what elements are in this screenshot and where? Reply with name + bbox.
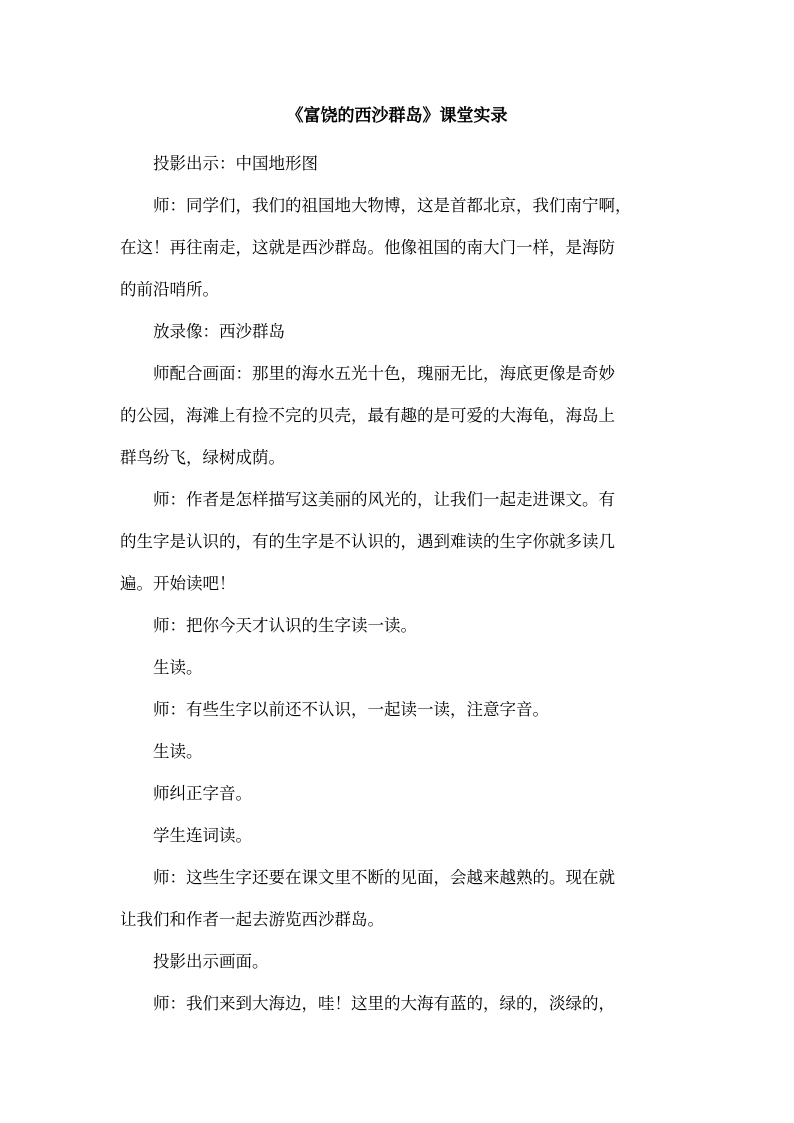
paragraph bbox=[120, 815, 676, 857]
paragraph bbox=[120, 311, 676, 353]
text-line: 让我们和作者一起去游览西沙群岛。 bbox=[120, 910, 384, 929]
text-line: 师：我们来到大海边，哇！这里的大海有蓝的，绿的，淡绿的， bbox=[153, 994, 615, 1013]
document-body bbox=[120, 143, 676, 1025]
page-title: 《富饶的西沙群岛》课堂实录 bbox=[286, 106, 508, 126]
paragraph bbox=[120, 689, 676, 731]
text-line: 投影出示画面。 bbox=[153, 952, 269, 971]
text-line: 放录像：西沙群岛 bbox=[153, 322, 285, 341]
text-line: 遍。开始读吧！ bbox=[120, 574, 236, 593]
paragraph bbox=[120, 941, 676, 983]
paragraph bbox=[120, 647, 676, 689]
text-line: 群鸟纷飞，绿树成荫。 bbox=[120, 448, 285, 467]
text-line: 投影出示：中国地形图 bbox=[153, 154, 318, 173]
paragraph bbox=[120, 143, 676, 185]
paragraph bbox=[120, 773, 676, 815]
text-line: 的生字是认识的，有的生字是不认识的，遇到难读的生字你就多读几 bbox=[120, 532, 615, 551]
text-line: 师：有些生字以前还不认识，一起读一读，注意字音。 bbox=[153, 700, 549, 719]
text-line: 学生连词读。 bbox=[153, 826, 252, 845]
text-line: 生读。 bbox=[153, 658, 203, 677]
text-line: 师：把你今天才认识的生字读一读。 bbox=[153, 616, 417, 635]
text-line: 师：这些生字还要在课文里不断的见面，会越来越熟的。现在就 bbox=[153, 868, 615, 887]
text-line: 生读。 bbox=[153, 742, 203, 761]
paragraph bbox=[120, 353, 676, 479]
text-line: 在这！再往南走，这就是西沙群岛。他像祖国的南大门一样，是海防 bbox=[120, 238, 615, 257]
paragraph bbox=[120, 605, 676, 647]
paragraph bbox=[120, 731, 676, 773]
paragraph bbox=[120, 857, 676, 941]
paragraph bbox=[120, 479, 676, 605]
text-line: 的公园，海滩上有捡不完的贝壳，最有趣的是可爱的大海龟，海岛上 bbox=[120, 406, 615, 425]
text-line: 师：作者是怎样描写这美丽的风光的，让我们一起走进课文。有 bbox=[153, 490, 615, 509]
paragraph bbox=[120, 983, 676, 1025]
text-line: 师配合画面：那里的海水五光十色，瑰丽无比，海底更像是奇妙 bbox=[153, 364, 615, 383]
text-line: 师纠正字音。 bbox=[153, 784, 252, 803]
text-line: 的前沿哨所。 bbox=[120, 280, 219, 299]
text-line: 师：同学们，我们的祖国地大物博，这是首都北京，我们南宁啊， bbox=[153, 196, 632, 215]
paragraph bbox=[120, 185, 676, 311]
